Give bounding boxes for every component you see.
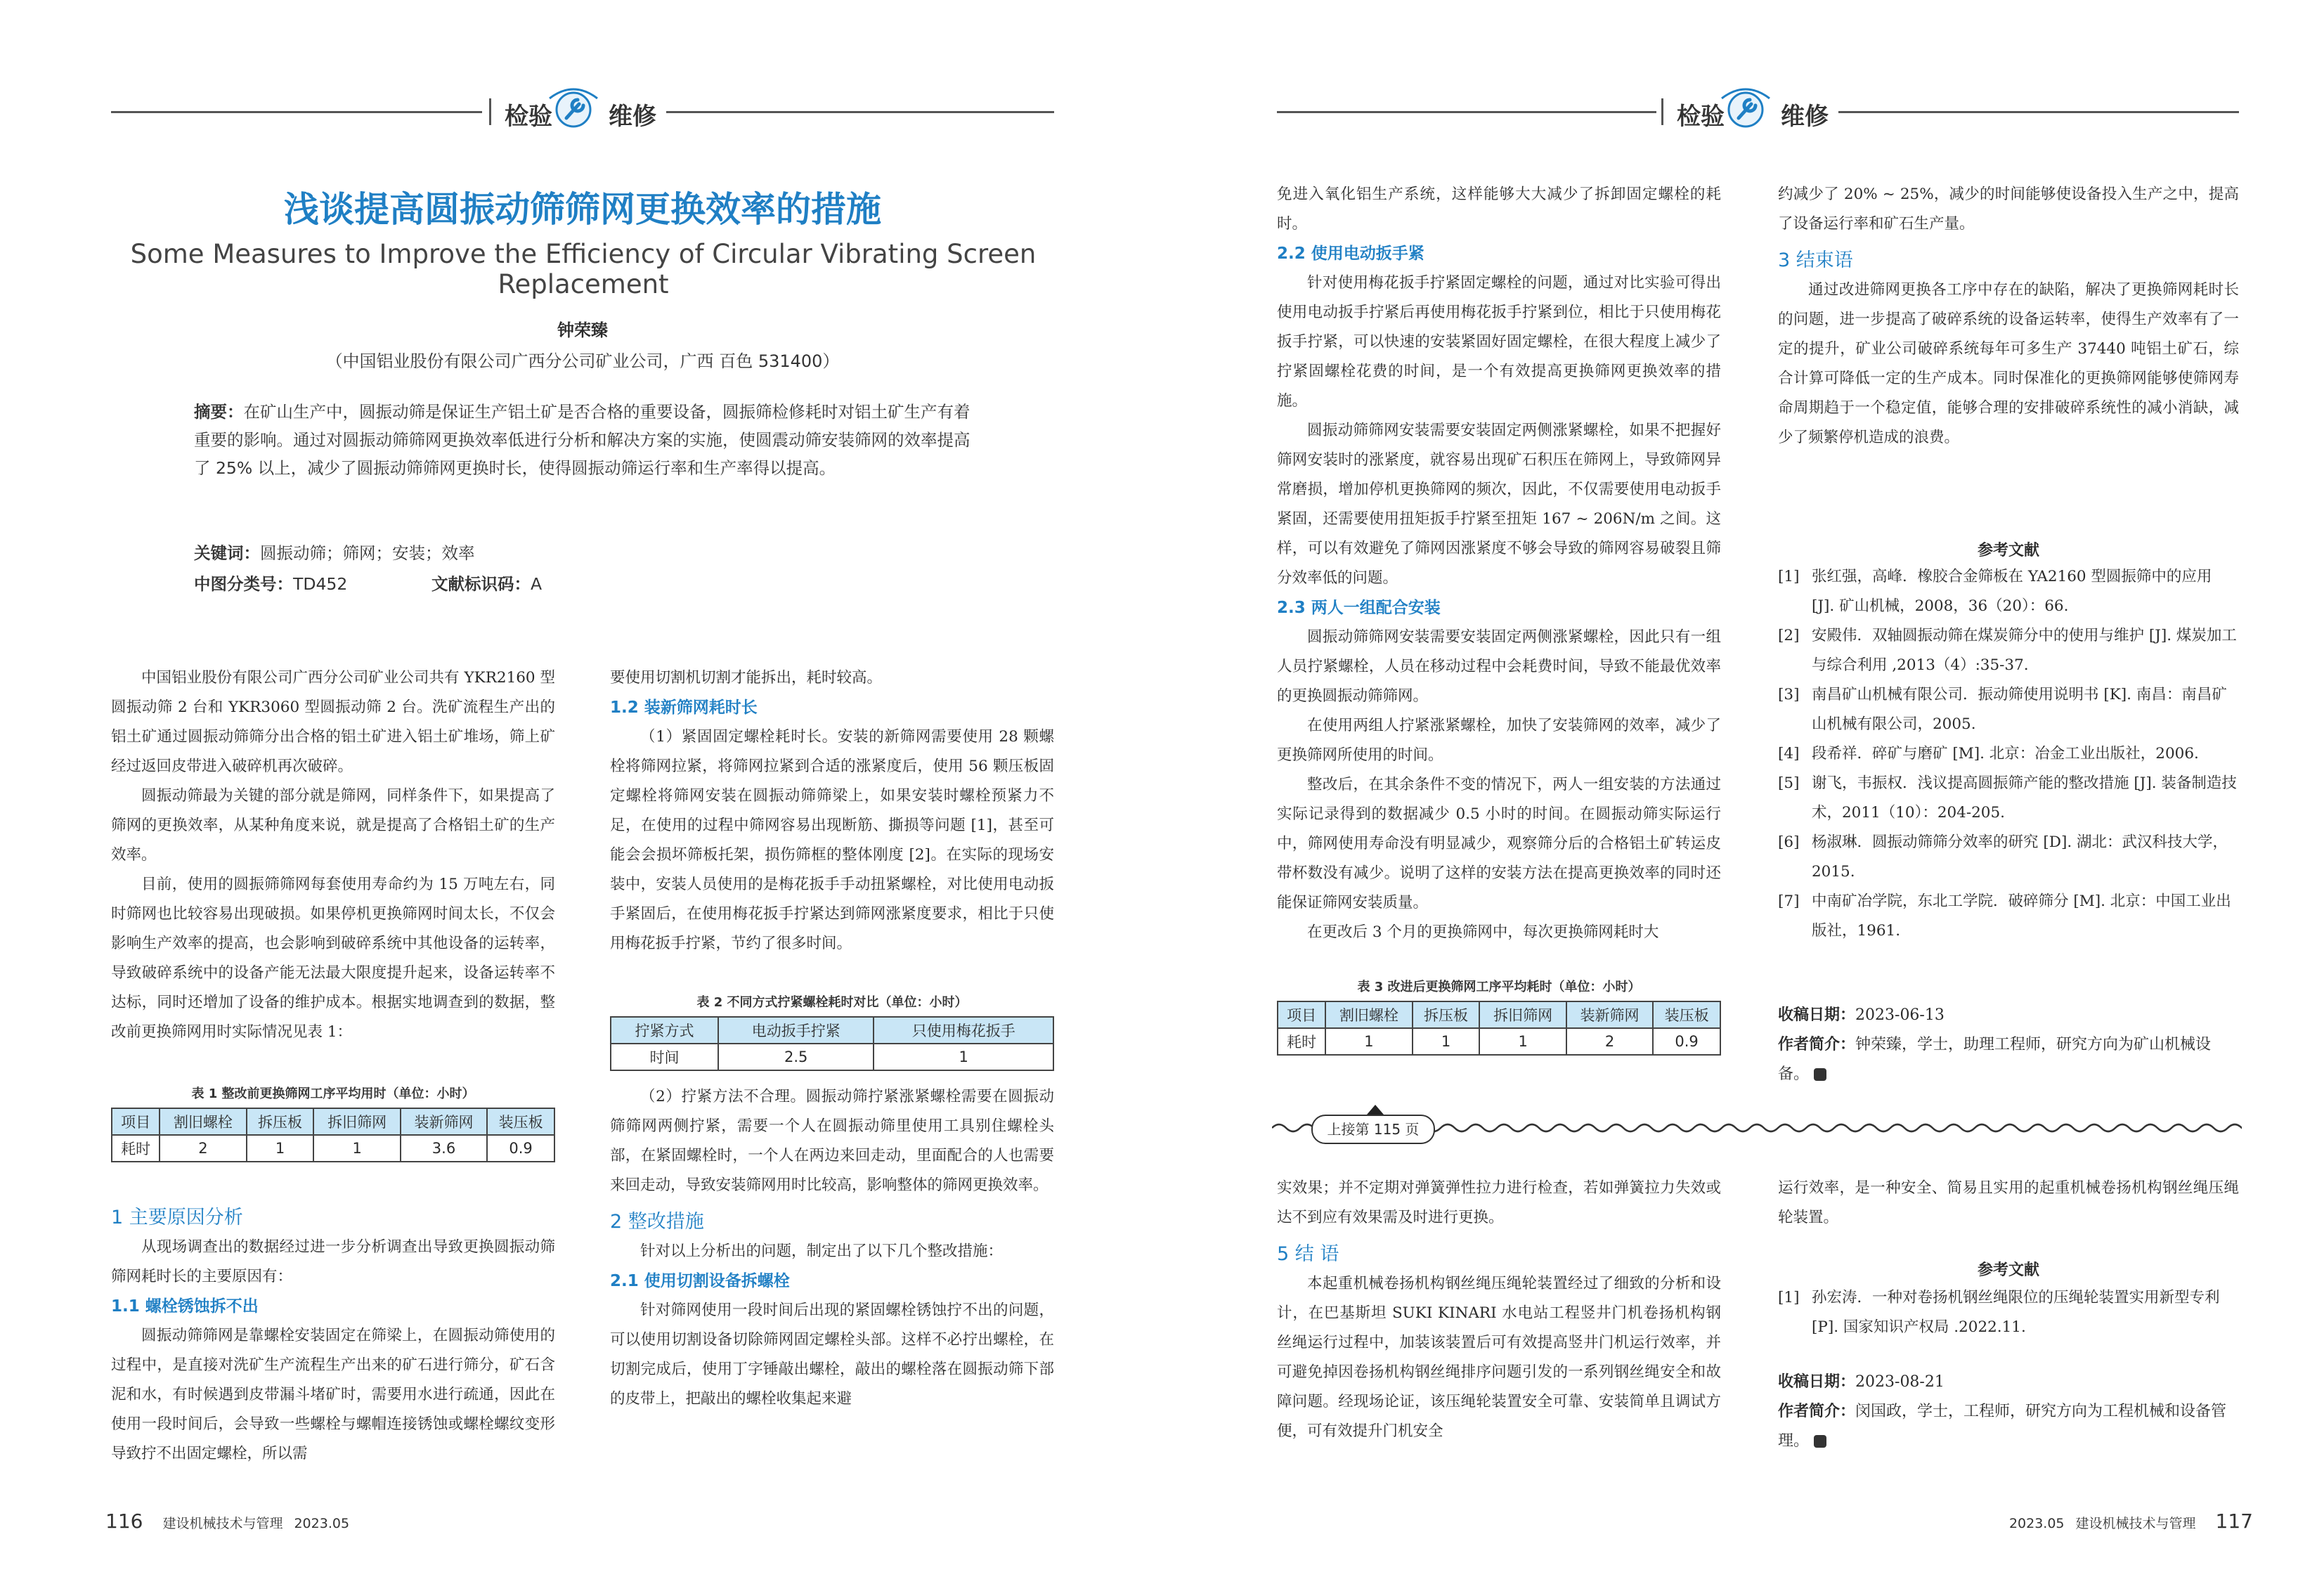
journal-name: 建设机械技术与管理 — [162, 1516, 283, 1531]
header-word-maintenance-right: 维修 — [1781, 103, 1829, 131]
table-row — [1278, 1028, 1720, 1055]
list-item — [1778, 769, 2239, 828]
references-title-2: 参考文献 — [1977, 1261, 2039, 1279]
ref-number: [5] — [1778, 774, 1800, 792]
ref-text: 张红强，高峰．橡胶合金筛板在 YA2160 型圆振筛中的应用 [J]. 矿山机械，2008，36（20）：66. — [1812, 568, 2212, 615]
abstract-text: 在矿山生产中，圆振动筛是保证生产铝土矿是否合格的重要设备，圆振筛检修耗时对铝土矿生产有着重要的影响。通过对圆振动筛筛网更换效率低进行分析和解决方案的实施，使圆震动筛安装筛网的效率提高了 25% 以上，减少了圆振动筛筛网更换时长，使得圆振动筛运行率和生产率得以提高。 — [194, 402, 971, 478]
right-col1-upper — [1277, 180, 1721, 947]
header-word-maintenance-left: 维修 — [609, 103, 656, 131]
abstract-label: 摘要： — [194, 402, 244, 422]
doc-code — [431, 571, 542, 595]
bio-label: 作者简介： — [1778, 1403, 1856, 1420]
author-affiliation: （中国铝业股份有限公司广西分公司矿业公司，广西 百色 531400） — [325, 351, 840, 371]
paragraph: 免进入氧化铝生产系统，这样能够大大减少了拆卸固定螺栓的耗时。 — [1277, 186, 1721, 233]
ref-number: [1] — [1778, 1289, 1800, 1306]
table-cell: 时间 — [611, 1044, 718, 1070]
left-col2-lower — [610, 1082, 1054, 1414]
author-name: 钟荣臻 — [557, 320, 608, 340]
end-mark-icon — [1814, 1068, 1826, 1081]
paragraph: 本起重机械卷扬机构钢丝绳压绳轮装置经过了细致的分析和设计，在巴基斯坦 SUKI KINARI 水电站工程竖井门机卷扬机构钢丝绳运行过程中，加装该装置后可有效提高竖井门机运行效率，并可避免掉因卷扬机构钢丝绳排序问题引发的一系列钢丝绳安全和故障问题。经现场论证，该压绳轮装置安全可靠、安装简单且调试方便，可有效提升门机安全 — [1277, 1275, 1721, 1440]
table-cell: 耗时 — [1278, 1028, 1325, 1055]
ref-text: 谢飞，韦振权．浅议提高圆振筛产能的整改措施 [J]. 装备制造技术，2011（10）：204-205. — [1812, 774, 2237, 822]
header-rule-left-a — [111, 111, 482, 113]
paragraph: （2）拧紧方法不合理。圆振动筛拧紧涨紧螺栓需要在圆振动筛筛网两侧拧紧，需要一个人在圆振动筛里使用工具别住螺栓头部，在紧固螺栓时，一个人在两边来回走动，里面配合的人也需要来回走动，导致安装筛网用时比较高，影响整体的筛网更换效率。 — [610, 1088, 1054, 1194]
table-cell: 2 — [1566, 1028, 1653, 1055]
section-heading-1: 1 主要原因分析 — [111, 1207, 243, 1228]
clc-code — [194, 571, 347, 595]
clc-label: 中图分类号： — [194, 574, 293, 594]
paragraph: 从现场调查出的数据经过进一步分析调查出导致更换圆振动筛筛网耗时长的主要原因有： — [111, 1238, 555, 1285]
abstract — [194, 398, 975, 482]
table-header-cell: 拆压板 — [1413, 1001, 1480, 1028]
continued-tag — [1311, 1115, 1435, 1144]
received-value: 2023-06-13 — [1855, 1006, 1945, 1024]
paragraph: 圆振动筛最为关键的部分就是筛网，同样条件下，如果提高了筛网的更换效率，从某种角度来说，就是提高了合格铝土矿的生产效率。 — [111, 787, 555, 864]
paragraph: 圆振动筛筛网安装需要安装固定两侧涨紧螺栓，如果不把握好筛网安装时的涨紧度，就容易出现矿石积压在筛网上，导致筛网异常磨损，增加停机更换筛网的频次，因此，不仅需要使用电动扳手紧固，还需要使用扭矩扳手拧紧至扭矩 167 ~ 206N/m 之间。这样，可以有效避免了筛网因涨紧度不够会导致的筛网容易破裂且筛分效率低的问题。 — [1277, 422, 1721, 587]
table-header-cell: 拆旧筛网 — [1479, 1001, 1566, 1028]
table-header-cell: 割旧螺栓 — [1325, 1001, 1412, 1028]
section-heading-1-2: 1.2 装新筛网耗时长 — [610, 699, 758, 717]
table-cell: 1 — [247, 1135, 314, 1162]
header-bar-right — [1661, 98, 1663, 125]
table2 — [610, 1016, 1054, 1071]
issue-number: 2023.05 — [294, 1516, 350, 1531]
list-item — [1778, 828, 2239, 887]
paragraph: 整改后，在其余条件不变的情况下，两人一组安装的方法通过实际记录得到的数据减少 0.5 小时的时间。在圆振动筛实际运行中，筛网使用寿命没有明显减少，观察筛分后的合格铝土矿转运皮带杯数没有减少。说明了这样的安装方法在提高更换效率的同时还能保证筛网安装质量。 — [1277, 776, 1721, 911]
paragraph: 实效果；并不定期对弹簧弹性拉力进行检查，若如弹簧拉力失效或达不到应有效果需及时进行更换。 — [1277, 1179, 1721, 1226]
end-mark-icon — [1814, 1435, 1826, 1448]
reference-list — [1778, 562, 2239, 946]
ref-text: 南昌矿山机械有限公司．振动筛使用说明书 [K]. 南昌：南昌矿山机械有限公司，2005. — [1812, 686, 2227, 733]
table-header-cell: 电动扳手拧紧 — [718, 1017, 874, 1044]
received-date-2 — [1778, 1368, 1945, 1397]
triangle-up-icon — [1367, 1105, 1384, 1115]
ref-text: 杨淑琳．圆振动筛筛分效率的研究 [D]. 湖北：武汉科技大学，2015. — [1812, 833, 2228, 881]
list-item — [1778, 562, 2239, 621]
doc-code-value: A — [531, 574, 543, 594]
paragraph: 运行效率，是一种安全、简易且实用的起重机械卷扬机构钢丝绳压绳轮装置。 — [1778, 1179, 2239, 1226]
ref-text: 孙宏涛．一种对卷扬机钢丝绳限位的压绳轮装置实用新型专利 [P]. 国家知识产权局 .2022.11. — [1812, 1289, 2220, 1336]
table-cell: 2.5 — [718, 1044, 874, 1070]
table-cell: 1 — [1325, 1028, 1412, 1055]
paragraph: 约减少了 20% ~ 25%，减少的时间能够使设备投入生产之中，提高了设备运行率和矿石生产量。 — [1778, 186, 2239, 233]
paragraph: 针对筛网使用一段时间后出现的紧固螺栓锈蚀拧不出的问题，可以使用切割设备切除筛网固定螺栓头部。这样不必拧出螺栓，在切割完成后，使用丁字锤敲出螺栓，敲出的螺栓落在圆振动筛下部的皮带上，把敲出的螺栓收集起来避 — [610, 1302, 1054, 1408]
section-heading-2-1: 2.1 使用切割设备拆螺栓 — [610, 1272, 790, 1290]
bio-label: 作者简介： — [1778, 1036, 1856, 1053]
header-word-inspection-left: 检验 — [505, 103, 552, 131]
ref-number: [1] — [1778, 568, 1800, 585]
header-rule-right-b — [1838, 111, 2239, 113]
bottom-right-col — [1778, 1174, 2239, 1233]
table-header-cell: 装新筛网 — [401, 1108, 487, 1135]
keywords-text: 圆振动筛；筛网；安装；效率 — [260, 543, 475, 563]
ref-text: 段希祥．碎矿与磨矿 [M]. 北京：冶金工业出版社，2006. — [1812, 745, 2199, 762]
table-header-cell: 装压板 — [1653, 1001, 1720, 1028]
paragraph: 目前，使用的圆振筛筛网每套使用寿命约为 15 万吨左右，同时筛网也比较容易出现破损。如果停机更换筛网时间太长，不仅会影响生产效率的提高，也会影响到破碎系统中其他设备的运转率，导致破碎系统中的设备产能无法最大限度提升起来，设备运转率不达标，同时还增加了设备的维护成本。根据实地调查到的数据，整改前更换筛网用时实际情况见表 1： — [111, 876, 555, 1041]
paragraph: 通过改进筛网更换各工序中存在的缺陷，解决了更换筛网耗时长的问题，进一步提高了破碎系统的设备运转率，使得生产效率有了一定的提升，矿业公司破碎系统每年可多生产 37440 吨铝土矿石，综合计算可降低一定的生产成本。同时保准化的更换筛网能够使筛网寿命周期趋于一个稳定值，能够合理的安排破碎系统性的减小消缺，减少了频繁停机造成的浪费。 — [1778, 281, 2239, 446]
received-value: 2023-08-21 — [1855, 1373, 1945, 1391]
table3-caption: 表 3 改进后更换筛网工序平均耗时（单位：小时） — [1357, 980, 1641, 994]
table-cell: 1 — [874, 1044, 1053, 1070]
header-rule-left-b — [666, 111, 1054, 113]
page-number: 117 — [2215, 1510, 2253, 1533]
wrench-icon — [545, 79, 602, 135]
ref-number: [3] — [1778, 686, 1800, 703]
table-header-cell: 装压板 — [487, 1108, 554, 1135]
journal-name: 建设机械技术与管理 — [2075, 1516, 2196, 1531]
bio-text: 钟荣臻，学士，助理工程师，研究方向为矿山机械设备。 — [1778, 1036, 2212, 1083]
reference-list-2 — [1778, 1283, 2239, 1342]
keywords — [194, 540, 475, 564]
table-row — [611, 1044, 1053, 1070]
wrench-icon — [1718, 79, 1774, 135]
received-label: 收稿日期： — [1778, 1373, 1856, 1391]
table-header-cell: 割旧螺栓 — [160, 1108, 246, 1135]
section-heading-3: 3 结束语 — [1778, 249, 1853, 271]
paragraph: 在使用两组人拧紧涨紧螺栓，加快了安装筛网的效率，减少了更换筛网所使用的时间。 — [1277, 717, 1721, 764]
ref-text: 中南矿冶学院，东北工学院．破碎筛分 [M]. 北京：中国工业出版社，1961. — [1812, 893, 2231, 940]
bottom-left-col — [1277, 1174, 1721, 1446]
doc-code-label: 文献标识码： — [431, 574, 531, 594]
received-label: 收稿日期： — [1778, 1006, 1856, 1024]
list-item — [1778, 621, 2239, 680]
author-bio-2 — [1778, 1397, 2239, 1456]
table-cell: 1 — [1413, 1028, 1480, 1055]
ref-text: 安殿伟．双轴圆振动筛在煤炭筛分中的使用与维护 [J]. 煤炭加工与综合利用 ,2013（4）:35-37. — [1812, 627, 2237, 674]
page-number: 116 — [105, 1510, 143, 1533]
paragraph: 在更改后 3 个月的更换筛网中，每次更换筛网耗时大 — [1307, 923, 1659, 941]
table-header-cell: 拆旧筛网 — [313, 1108, 400, 1135]
left-col2-upper — [610, 663, 1054, 959]
table-header-cell: 只使用梅花扳手 — [874, 1017, 1053, 1044]
header-bar-left — [489, 98, 491, 125]
bio-text: 闵国政，学士，工程师，研究方向为工程机械和设备管理。 — [1778, 1403, 2227, 1450]
table-header-cell: 拆压板 — [247, 1108, 314, 1135]
paragraph: 圆振动筛筛网是靠螺栓安装固定在筛梁上，在圆振动筛使用的过程中，是直接对洗矿生产流程生产出来的矿石进行筛分，矿石含泥和水，有时候遇到皮带漏斗堵矿时，需要用水进行疏通，因此在使用一段时间后，会导致一些螺栓与螺帽连接锈蚀或螺栓螺纹变形导致拧不出固定螺栓，所以需 — [111, 1327, 555, 1462]
section-heading-2-2: 2.2 使用电动扳手紧 — [1277, 245, 1424, 263]
paragraph: 针对使用梅花扳手拧紧固定螺栓的问题，通过对比实验可得出使用电动扳手拧紧后再使用梅花扳手拧紧到位，相比于只使用梅花扳手拧紧，可以快速的安装紧固好固定螺栓，在很大程度上减少了拧紧固螺栓花费的时间，是一个有效提高更换筛网更换效率的措施。 — [1277, 274, 1721, 410]
left-col1-lower — [111, 1196, 555, 1469]
section-heading-2: 2 整改措施 — [610, 1211, 704, 1233]
table1-caption: 表 1 整改前更换筛网工序平均用时（单位：小时） — [191, 1086, 475, 1101]
ref-number: [2] — [1778, 627, 1800, 644]
keywords-label: 关键词： — [194, 543, 260, 563]
left-col1-upper — [111, 663, 555, 1047]
list-item — [1778, 1283, 2239, 1342]
table-cell: 1 — [313, 1135, 400, 1162]
table-cell: 1 — [1479, 1028, 1566, 1055]
table-row — [611, 1017, 1053, 1044]
table-row — [1278, 1001, 1720, 1028]
table-cell: 耗时 — [112, 1135, 160, 1162]
table3 — [1277, 1001, 1721, 1056]
footer-left — [105, 1510, 349, 1533]
article-subtitle: Some Measures to Improve the Efficiency of Circular Vibrating Screen Replacement — [130, 239, 1037, 299]
paragraph: 中国铝业股份有限公司广西分公司矿业公司共有 YKR2160 型圆振动筛 2 台和 YKR3060 型圆振动筛 2 台。洗矿流程生产出的铝土矿通过圆振动筛筛分出合格的铝土矿进入铝土矿堆场，筛上矿经过返回皮带进入破碎机再次破碎。 — [111, 669, 555, 775]
header-word-inspection-right: 检验 — [1677, 103, 1725, 131]
paragraph: （1）紧固固定螺栓耗时长。安装的新筛网需要使用 28 颗螺栓将筛网拉紧，将筛网拉紧到合适的涨紧度后，使用 56 颗压板固定螺栓将筛网安装在圆振动筛筛梁上，如果安装时螺栓预紧力不足，在使用的过程中筛网容易出现断筋、撕损等问题 [1]，甚至可能会会损坏筛板托架，损伤筛框的整体刚度 [2]。在实际的现场安装中，安装人员使用的是梅花扳手手动扭紧螺栓，对比使用电动扳手紧固后，在使用梅花扳手拧紧达到筛网涨紧度要求，相比于只使用梅花扳手拧紧，节约了很多时间。 — [610, 728, 1054, 952]
section-heading-5: 5 结 语 — [1277, 1243, 1339, 1265]
table-header-cell: 项目 — [112, 1108, 160, 1135]
continued-label: 上接第 115 页 — [1327, 1121, 1420, 1138]
right-col2-upper — [1778, 180, 2239, 453]
author-bio — [1778, 1030, 2239, 1089]
issue-number: 2023.05 — [2008, 1516, 2065, 1531]
list-item — [1778, 739, 2239, 769]
section-heading-1-1: 1.1 螺栓锈蚀拆不出 — [111, 1297, 259, 1316]
clc-value: TD452 — [293, 574, 348, 594]
table-row — [112, 1108, 554, 1135]
paragraph: 针对以上分析出的问题，制定出了以下几个整改措施： — [640, 1242, 1004, 1260]
list-item — [1778, 887, 2239, 946]
table-cell: 0.9 — [1653, 1028, 1720, 1055]
ref-number: [6] — [1778, 833, 1800, 851]
table-header-cell: 装新筛网 — [1566, 1001, 1653, 1028]
ref-number: [7] — [1778, 893, 1800, 910]
table2-caption: 表 2 不同方式拧紧螺栓耗时对比（单位：小时） — [696, 995, 968, 1010]
references-title: 参考文献 — [1977, 542, 2039, 559]
table-row — [112, 1135, 554, 1162]
paragraph: 圆振动筛筛网安装需要安装固定两侧涨紧螺栓，因此只有一组人员拧紧螺栓，人员在移动过程中会耗费时间，导致不能最优效率的更换圆振动筛筛网。 — [1277, 628, 1721, 705]
section-heading-2-3: 2.3 两人一组配合安装 — [1277, 599, 1441, 617]
header-rule-right-a — [1277, 111, 1656, 113]
table-cell: 2 — [160, 1135, 246, 1162]
paragraph: 要使用切割机切割才能拆出，耗时较高。 — [610, 669, 883, 687]
table1 — [111, 1108, 555, 1162]
table-header-cell: 项目 — [1278, 1001, 1325, 1028]
table-cell: 0.9 — [487, 1135, 554, 1162]
ref-number: [4] — [1778, 745, 1800, 762]
received-date — [1778, 1001, 1945, 1030]
table-header-cell: 拧紧方式 — [611, 1017, 718, 1044]
footer-right — [1968, 1510, 2253, 1533]
article-title: 浅谈提高圆振动筛筛网更换效率的措施 — [284, 189, 881, 230]
list-item — [1778, 680, 2239, 739]
table-cell: 3.6 — [401, 1135, 487, 1162]
